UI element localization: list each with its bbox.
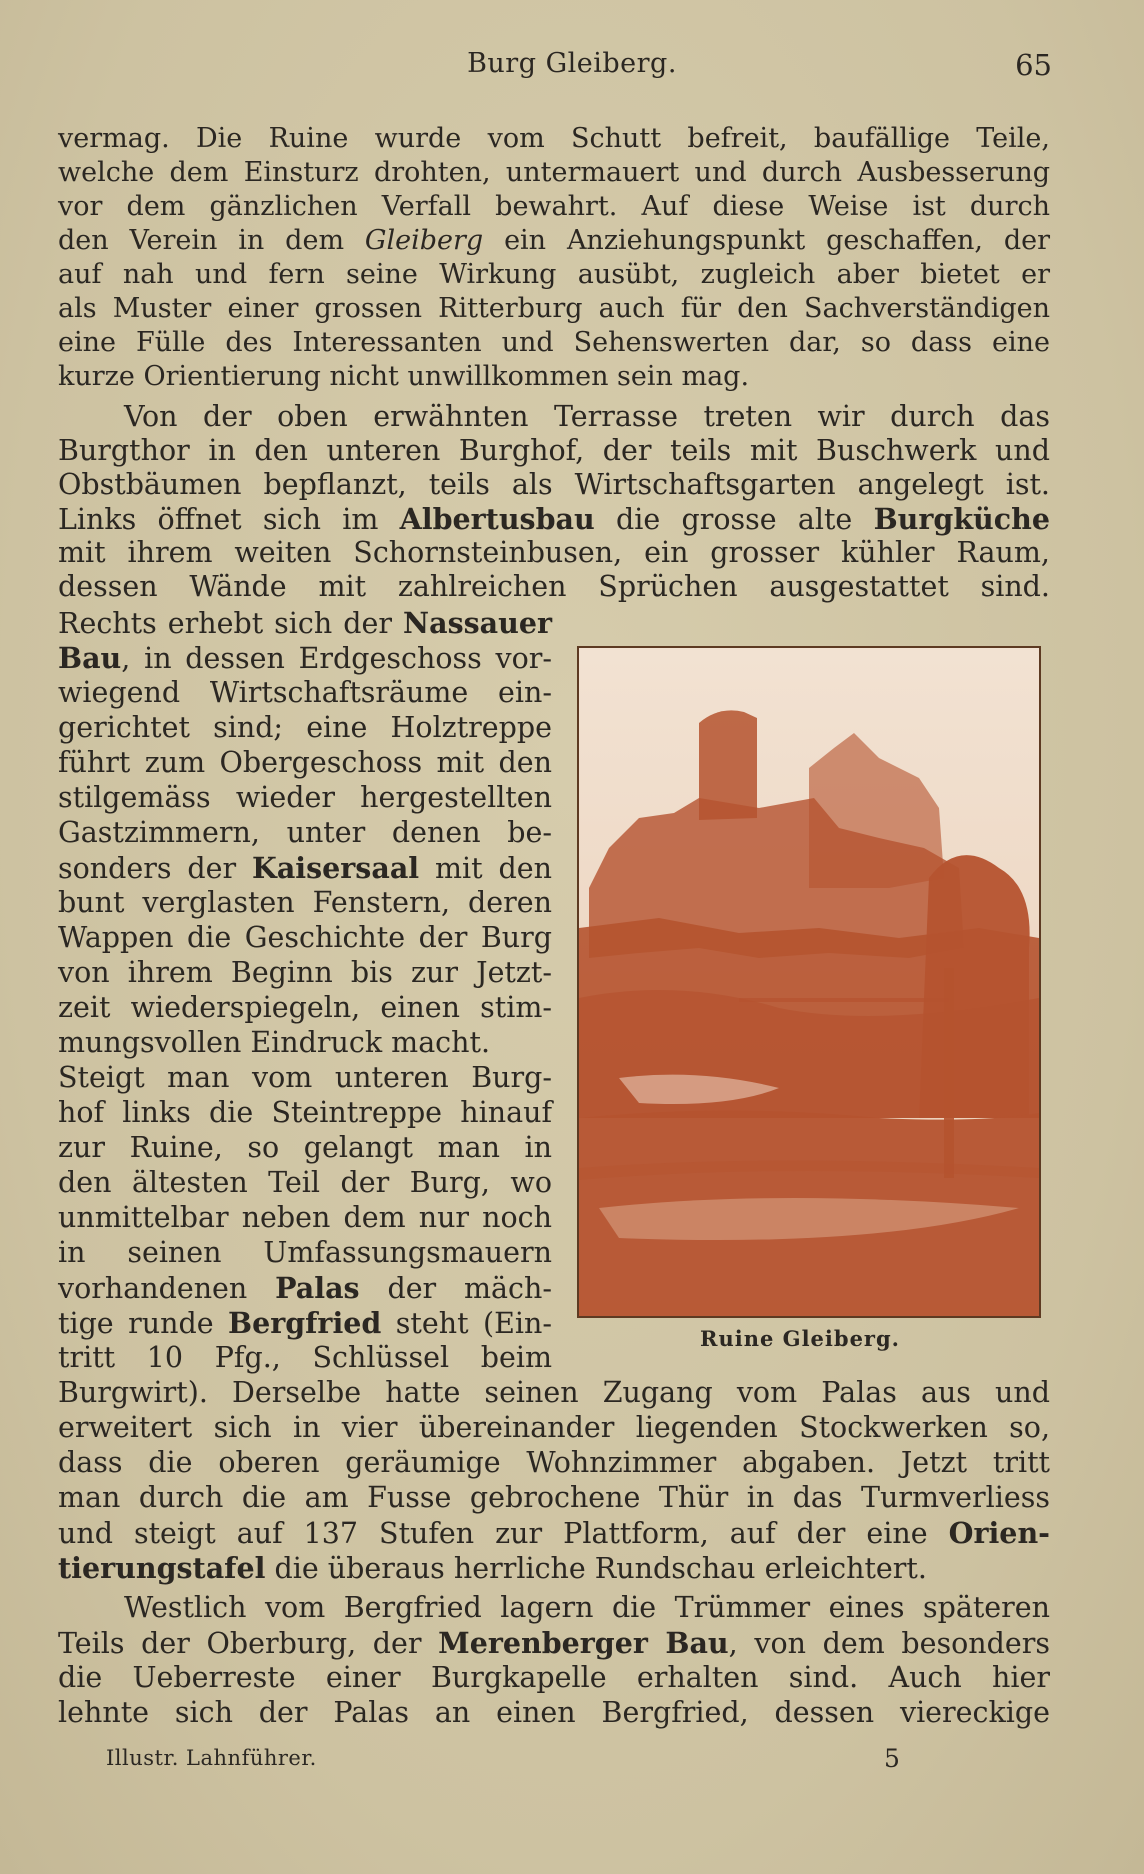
column-line: gerichtet sind; eine Holztreppe: [58, 711, 552, 744]
text-line: auf nah und fern seine Wirkung ausübt, zugleich aber bietet er: [58, 259, 1050, 290]
column-line: bunt verglasten Fenstern, deren: [58, 886, 552, 919]
text-line: dass die oberen geräumige Wohnzimmer abgaben. Jetzt tritt: [58, 1446, 1050, 1479]
column-line: Wappen die Geschichte der Burg: [58, 921, 552, 954]
column-line: von ihrem Beginn bis zur Jetzt-: [58, 956, 552, 989]
text-line: als Muster einer grossen Ritterburg auch für den Sachverständigen: [58, 293, 1050, 324]
bold-term: Bau: [58, 641, 122, 675]
bold-term: tierungstafel: [58, 1551, 266, 1585]
figure-caption: Ruine Gleiberg.: [700, 1326, 900, 1351]
bold-term: Burgküche: [873, 502, 1050, 536]
text-line-with-bold: Links öffnet sich im Albertusbau die grosse alte Burgküche: [58, 502, 1050, 536]
footer-publication: Illustr. Lahnführer.: [106, 1746, 317, 1770]
text-line: Von der oben erwähnten Terrasse treten wir durch das: [124, 400, 1050, 433]
text-line: die Ueberreste einer Burgkapelle erhalten sind. Auch hier: [58, 1661, 1050, 1694]
text-line-with-bold: Teils der Oberburg, der Merenberger Bau, von dem besonders: [58, 1626, 1050, 1660]
column-line: führt zum Obergeschoss mit den: [58, 746, 552, 779]
text-line-with-bold: und steigt auf 137 Stufen zur Plattform, auf der eine Orien-: [58, 1516, 1050, 1550]
bold-term: Merenberger Bau: [438, 1626, 729, 1660]
running-header-title: Burg Gleiberg.: [467, 48, 677, 79]
bold-term: Kaisersaal: [252, 851, 420, 885]
bold-term: Albertusbau: [399, 502, 595, 536]
text-line: kurze Orientierung nicht unwillkommen sein mag.: [58, 361, 750, 392]
column-line: zeit wiederspiegeln, einen stim-: [58, 991, 552, 1024]
bold-term: Orien-: [948, 1516, 1050, 1550]
text-line: Westlich vom Bergfried lagern die Trümmer eines späteren: [124, 1591, 1050, 1624]
ruin-photograph: [577, 646, 1041, 1318]
text-line: welche dem Einsturz drohten, untermauert und durch Ausbesserung: [58, 157, 1050, 188]
bold-term: Nassauer: [403, 606, 552, 640]
text-line: Burgthor in den unteren Burghof, der teils mit Buschwerk und: [58, 434, 1050, 467]
column-line: Steigt man vom unteren Burg-: [58, 1061, 552, 1094]
text-line: vor dem gänzlichen Verfall bewahrt. Auf diese Weise ist durch: [58, 191, 1050, 222]
castle-ruin-image: [579, 648, 1039, 1316]
text-line: eine Fülle des Interessanten und Sehenswerten dar, so dass eine: [58, 327, 1050, 358]
text-line: vermag. Die Ruine wurde vom Schutt befreit, baufällige Teile,: [58, 123, 1050, 154]
text-line: lehnte sich der Palas an einen Bergfried, dessen viereckige: [58, 1696, 1050, 1729]
column-line: tritt 10 Pfg., Schlüssel beim: [58, 1341, 552, 1374]
bold-term: Palas: [275, 1271, 360, 1305]
text-line: Burgwirt). Derselbe hatte seinen Zugang vom Palas aus und: [58, 1376, 1050, 1409]
column-line: hof links die Steintreppe hinauf: [58, 1096, 552, 1129]
italic-term: Gleiberg: [364, 225, 484, 256]
text-line: man durch die am Fusse gebrochene Thür in das Turmverliess: [58, 1481, 1050, 1514]
column-line: tige runde Bergfried steht (Ein-: [58, 1306, 552, 1340]
bold-term: Bergfried: [228, 1306, 382, 1340]
page-number: 65: [1015, 48, 1052, 82]
text-line: Obstbäumen bepflanzt, teils als Wirtschaftsgarten angelegt ist.: [58, 468, 1050, 501]
column-line: Rechts erhebt sich der Nassauer: [58, 606, 552, 640]
footer-signature: 5: [884, 1744, 900, 1773]
column-line: wiegend Wirtschaftsräume ein-: [58, 676, 552, 709]
column-line: zur Ruine, so gelangt man in: [58, 1131, 552, 1164]
column-line: unmittelbar neben dem nur noch: [58, 1201, 552, 1234]
text-line: dessen Wände mit zahlreichen Sprüchen ausgestattet sind.: [58, 570, 1050, 603]
column-line: in seinen Umfassungsmauern: [58, 1236, 552, 1269]
column-line: mungsvollen Eindruck macht.: [58, 1026, 491, 1059]
column-line: Gastzimmern, unter denen be-: [58, 816, 552, 849]
text-line-with-bold: tierungstafel die überaus herrliche Rundschau erleichtert.: [58, 1551, 927, 1585]
column-line: stilgemäss wieder hergestellten: [58, 781, 552, 814]
column-line: Bau, in dessen Erdgeschoss vor-: [58, 641, 552, 675]
column-line: den ältesten Teil der Burg, wo: [58, 1166, 552, 1199]
text-line: erweitert sich in vier übereinander liegenden Stockwerken so,: [58, 1411, 1050, 1444]
column-line: sonders der Kaisersaal mit den: [58, 851, 552, 885]
text-line: mit ihrem weiten Schornsteinbusen, ein grosser kühler Raum,: [58, 536, 1050, 569]
column-line: vorhandenen Palas der mäch-: [58, 1271, 552, 1305]
text-line-with-italic: den Verein in dem Gleiberg ein Anziehungspunkt geschaffen, der: [58, 225, 1051, 256]
